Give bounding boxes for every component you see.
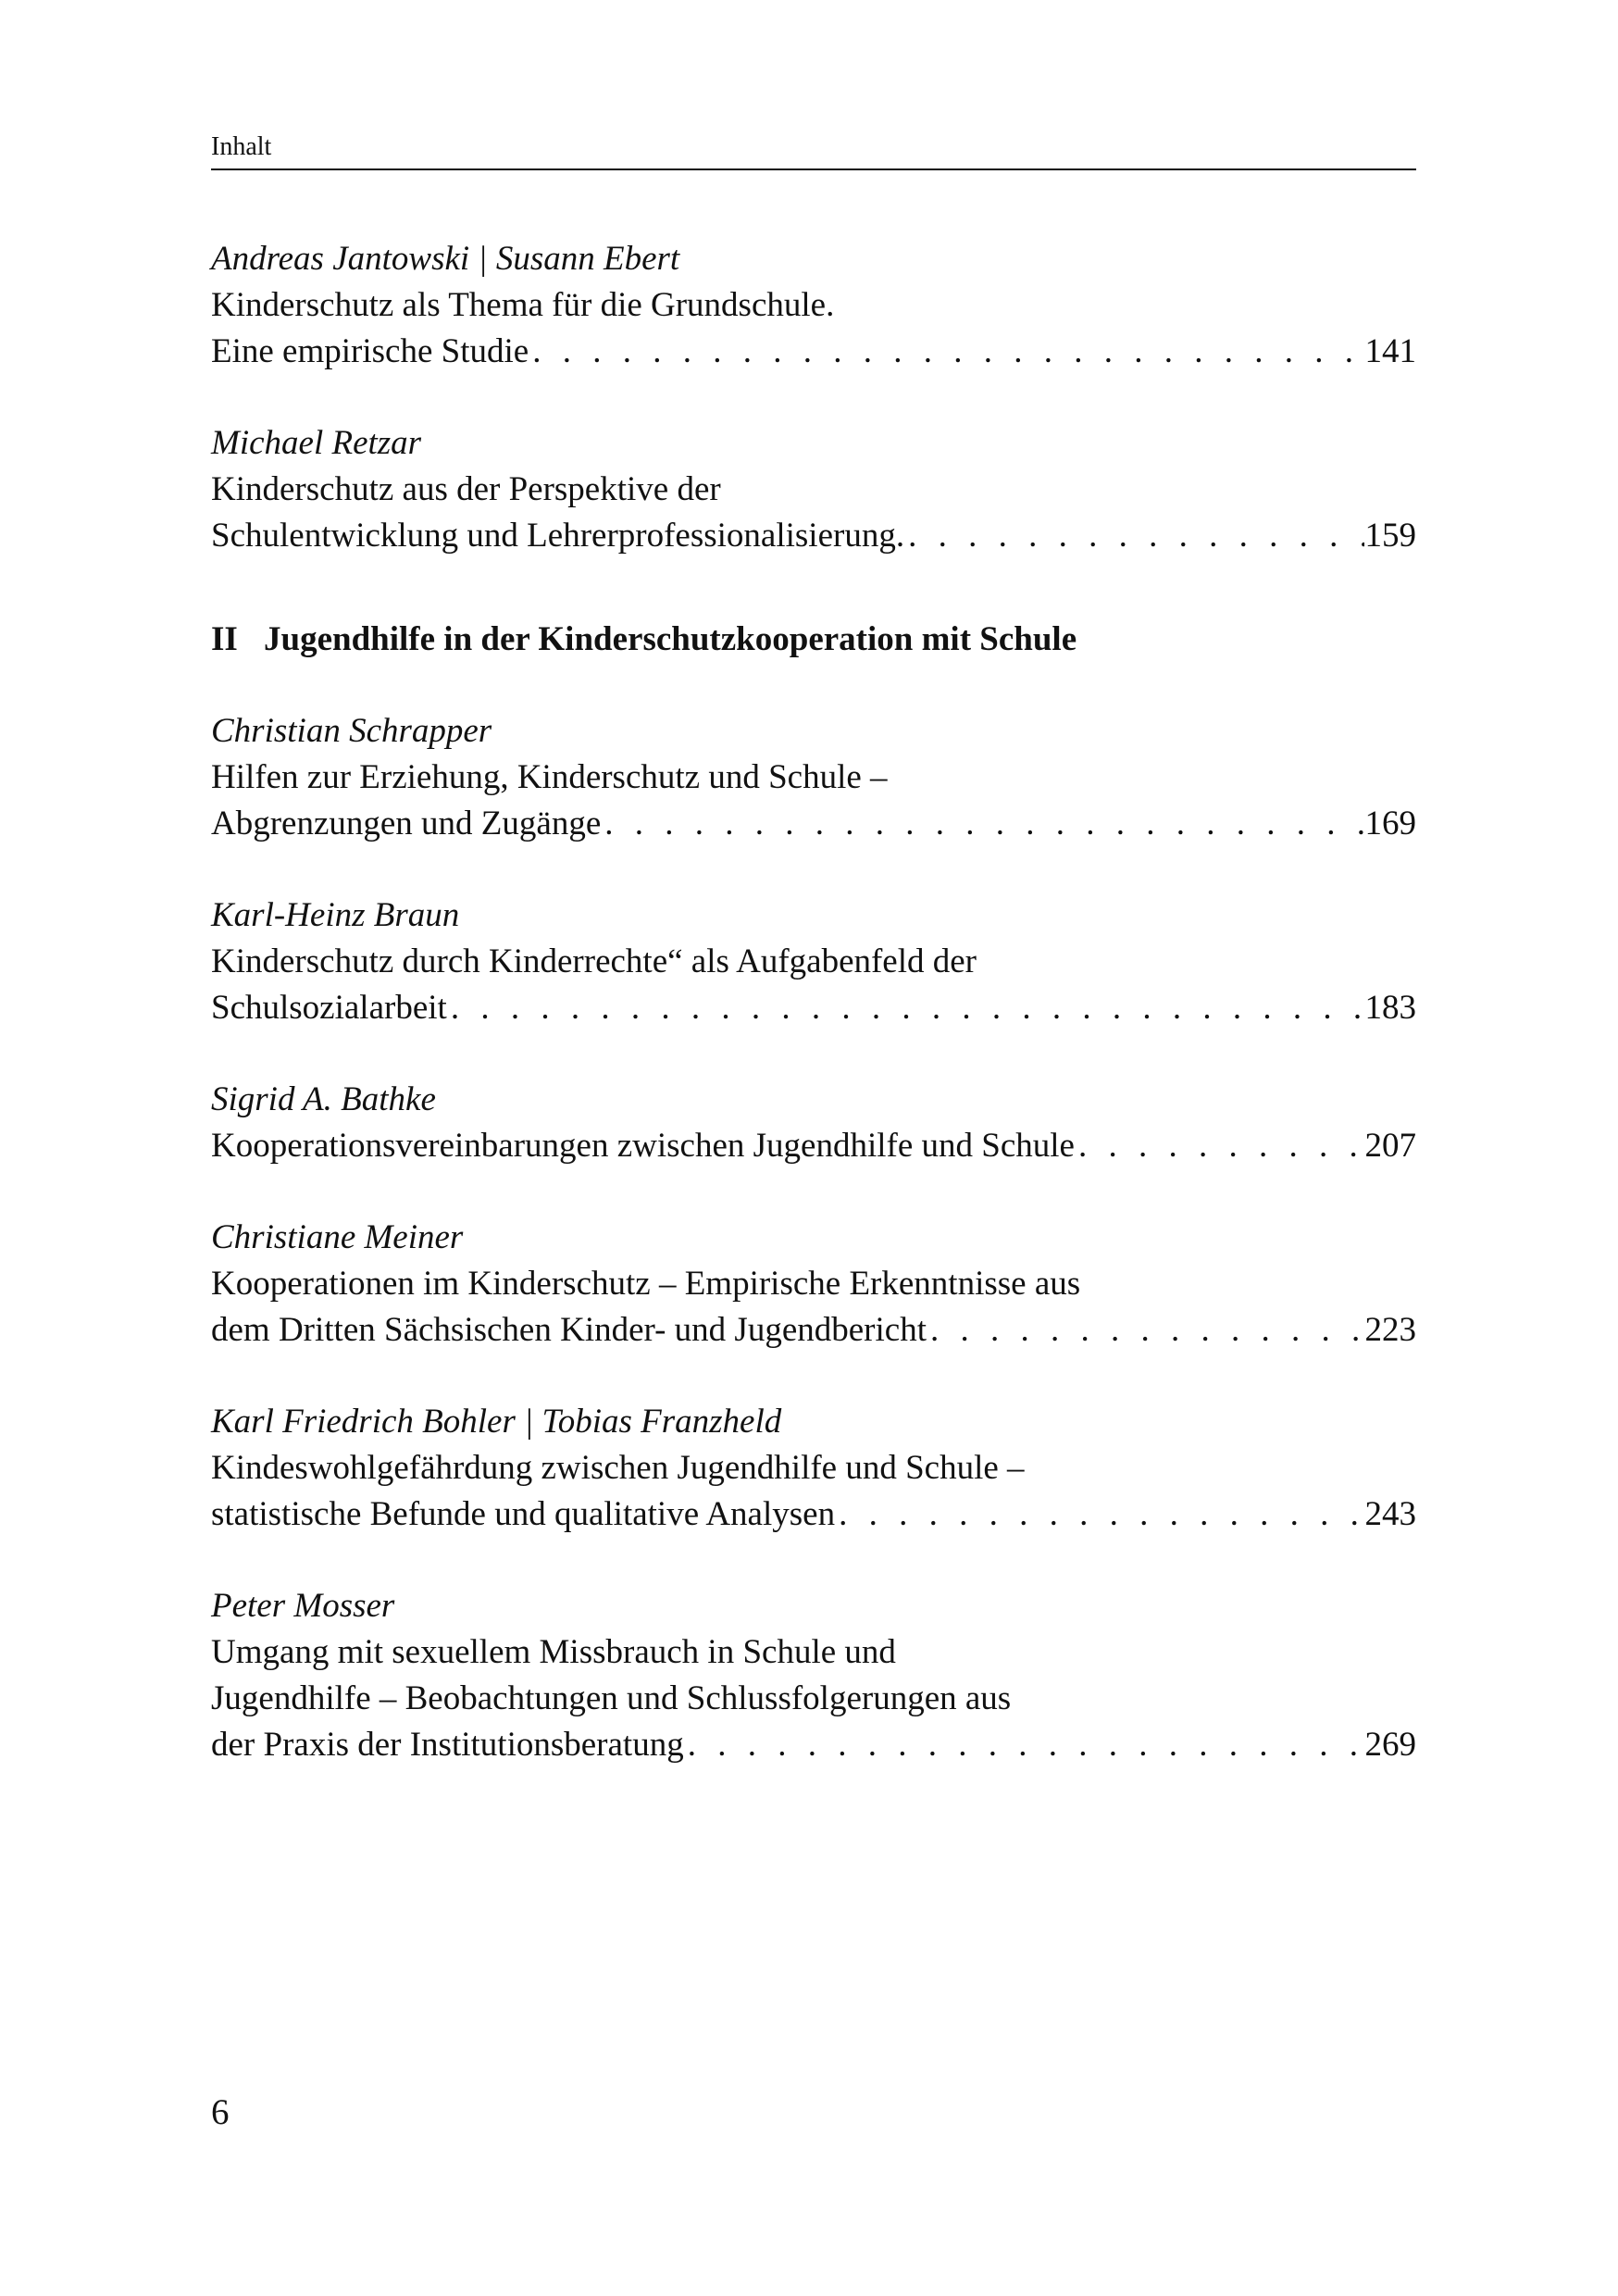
entry-title-text: Schulentwicklung und Lehrerprofessionalisierung. xyxy=(211,517,905,555)
entry-title-text: Eine empirische Studie xyxy=(211,332,529,370)
entry-page-number: 169 xyxy=(1364,805,1416,842)
dot-leader xyxy=(447,985,1364,1031)
entry-title-last-line xyxy=(211,1491,1416,1538)
entry-author: Peter Mosser xyxy=(211,1587,395,1625)
dot-leader xyxy=(927,1307,1364,1354)
entry-page-number: 223 xyxy=(1364,1311,1416,1349)
entry-title-text: dem Dritten Sächsischen Kinder- und Jugendbericht xyxy=(211,1311,927,1349)
entry-author: Karl-Heinz Braun xyxy=(211,896,460,934)
entry-title-text: der Praxis der Institutionsberatung xyxy=(211,1726,684,1764)
entry-title-text: Abgrenzungen und Zugänge xyxy=(211,805,602,842)
running-header: Inhalt xyxy=(211,131,1416,170)
entry-title-last-line xyxy=(211,1307,1416,1354)
entry-author: Andreas Jantowski | Susann Ebert xyxy=(211,240,680,278)
toc-entry xyxy=(211,1077,1416,1169)
toc-entry xyxy=(211,1583,1416,1768)
entry-title-line: Kinderschutz durch Kinderrechte“ als Aufgabenfeld der xyxy=(211,942,977,980)
entry-title-last-line xyxy=(211,329,1416,375)
entry-title-line: Hilfen zur Erziehung, Kinderschutz und Schule – xyxy=(211,758,888,796)
entry-title-last-line xyxy=(211,985,1416,1031)
entry-page-number: 207 xyxy=(1364,1127,1416,1165)
entry-author: Christiane Meiner xyxy=(211,1218,464,1256)
entry-title-line: Kindeswohlgefährdung zwischen Jugendhilfe und Schule – xyxy=(211,1449,1025,1487)
dot-leader xyxy=(529,329,1364,375)
dot-leader xyxy=(601,801,1364,847)
entry-author: Karl Friedrich Bohler | Tobias Franzheld xyxy=(211,1403,782,1441)
toc-entry xyxy=(211,892,1416,1031)
entry-page-number: 183 xyxy=(1364,989,1416,1027)
entry-title-text: Kooperationsvereinbarungen zwischen Jugendhilfe und Schule xyxy=(211,1127,1075,1165)
entry-title-line: Umgang mit sexuellem Missbrauch in Schule und xyxy=(211,1633,896,1671)
entry-page-number: 269 xyxy=(1364,1726,1416,1764)
dot-leader xyxy=(1075,1123,1364,1169)
entry-title-last-line xyxy=(211,1123,1416,1169)
dot-leader xyxy=(684,1722,1364,1768)
entry-author: Christian Schrapper xyxy=(211,712,492,750)
entry-title-line: Jugendhilfe – Beobachtungen und Schlussfolgerungen aus xyxy=(211,1679,1012,1717)
entry-title-text: Schulsozialarbeit xyxy=(211,989,447,1027)
entry-author: Michael Retzar xyxy=(211,424,422,462)
entry-page-number: 243 xyxy=(1364,1495,1416,1533)
table-of-contents xyxy=(211,236,1416,1814)
toc-entry xyxy=(211,1215,1416,1354)
entry-page-number: 141 xyxy=(1364,332,1416,370)
toc-entry xyxy=(211,420,1416,559)
entry-title-line: Kinderschutz als Thema für die Grundschule. xyxy=(211,286,835,324)
dot-leader xyxy=(835,1491,1364,1538)
dot-leader xyxy=(904,513,1364,559)
toc-entry xyxy=(211,1399,1416,1538)
entry-title-last-line xyxy=(211,801,1416,847)
entry-title-line: Kooperationen im Kinderschutz – Empirische Erkenntnisse aus xyxy=(211,1265,1081,1303)
page-number: 6 xyxy=(211,2092,230,2132)
entry-title-last-line xyxy=(211,513,1416,559)
entry-title-line: Kinderschutz aus der Perspektive der xyxy=(211,470,721,508)
section-title: Jugendhilfe in der Kinderschutzkooperation mit Schule xyxy=(264,620,1077,658)
section-number: II xyxy=(211,620,238,658)
toc-entry xyxy=(211,236,1416,375)
entry-page-number: 159 xyxy=(1364,517,1416,555)
entry-author: Sigrid A. Bathke xyxy=(211,1080,436,1118)
toc-entry xyxy=(211,708,1416,847)
entry-title-last-line xyxy=(211,1722,1416,1768)
entry-title-text: statistische Befunde und qualitative Analysen xyxy=(211,1495,836,1533)
section-heading xyxy=(211,617,1416,663)
